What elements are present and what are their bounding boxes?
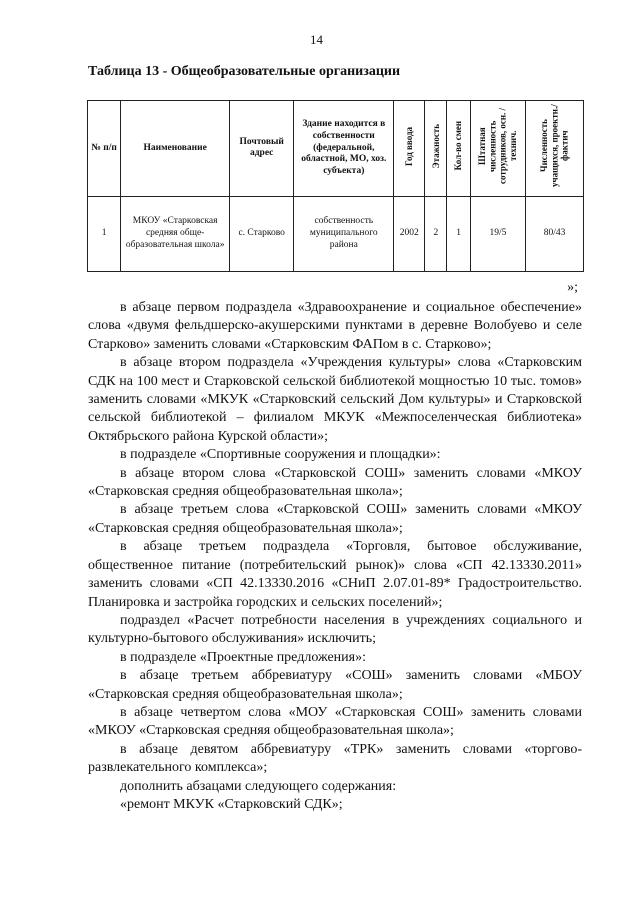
table-header-row <box>88 101 584 197</box>
header-cell-number: № п/п <box>88 101 121 197</box>
header-staff-label: Штатная численность сотрудников, осн. /технич. <box>477 107 519 185</box>
paragraph: в подразделе «Проектные предложения»: <box>120 649 366 665</box>
header-cell-shifts <box>447 101 470 197</box>
cell-year: 2002 <box>394 196 425 271</box>
header-cell-address: Почтовый адрес <box>230 101 294 197</box>
paragraph: в абзаце девятом аббревиатуру «ТРК» заменить словами «торгово-развлекательного комплекса»; <box>88 741 582 776</box>
cell-address: с. Старково <box>230 196 294 271</box>
header-students-label: Численность учащихся, проектн./ фактич <box>539 104 570 188</box>
table-caption: Таблица 13 - Общеобразовательные организации <box>88 64 401 79</box>
paragraph: дополнить абзацами следующего содержания: <box>120 778 397 794</box>
paragraph: в абзаце четвертом слова «МОУ «Старковская СОШ» заменить словами «МКОУ «Старковская средняя общеобразовательная школа»; <box>88 704 582 739</box>
body-text <box>88 299 582 814</box>
header-year-label: Год ввода <box>404 126 415 166</box>
table-row <box>88 196 584 271</box>
paragraph: в абзаце третьем слова «Старковской СОШ» заменить словами «МКОУ «Старковская средняя общеобразовательная школа»; <box>88 502 582 536</box>
paragraph: в подразделе «Спортивные сооружения и площадки»: <box>120 447 441 463</box>
header-floors-label: Этажность <box>430 123 441 169</box>
paragraph: в абзаце втором подраздела «Учреждения культуры» слова «Старковским СДК на 100 мест и Старковской сельской библиотекой мощностью 10 тыс. томов» заменить словами «МКУК «Старковский сельский Дом культуры» и Старковской сельской библиотекой – филиалом МКУК «Межпоселенческая библиотека» Октябрьского района Курской области»; <box>88 355 582 444</box>
header-cell-students <box>526 101 584 197</box>
header-cell-name: Наименование <box>121 101 230 197</box>
cell-number: 1 <box>88 196 121 271</box>
paragraph: в абзаце первом подраздела «Здравоохранение и социальное обеспечение» слова «двумя фельдшерско-акушерскими пунктами в деревне Волобуево и селе Старково» заменить словами «Старковским ФАПом в с. Старково»; <box>88 300 582 352</box>
header-cell-ownership: Здание находится в собственности (федеральной, областной, МО, хоз. субъекта) <box>294 101 394 197</box>
cell-ownership: собственность муниципального района <box>294 196 394 271</box>
paragraph: в абзаце третьем аббревиатуру «СОШ» заменить словами «МБОУ «Старковская средняя общеобразовательная школа»; <box>88 668 582 702</box>
cell-shifts: 1 <box>447 196 470 271</box>
paragraph: подраздел «Расчет потребности населения в учреждениях социального и культурно-бытового обслуживания» исключить; <box>88 612 582 647</box>
cell-floors: 2 <box>425 196 447 271</box>
paragraph: «ремонт МКУК «Старковский СДК»; <box>120 796 343 812</box>
paragraph: в абзаце втором слова «Старковской СОШ» заменить словами «МКОУ «Старковская средняя общеобразовательная школа»; <box>88 465 582 500</box>
header-cell-year <box>394 101 425 197</box>
header-cell-staff <box>470 101 525 197</box>
page-number: 14 <box>310 32 323 47</box>
closing-quote: »; <box>567 280 578 295</box>
cell-name: МКОУ «Старковская средняя обще-образовательная школа» <box>121 196 230 271</box>
header-cell-floors <box>425 101 447 197</box>
organizations-table <box>87 100 584 272</box>
cell-staff: 19/5 <box>470 196 525 271</box>
paragraph: в абзаце третьем подраздела «Торговля, бытовое обслуживание, общественное питание (потребительский рынок)» слова «СП 42.13330.2011» заменить словами «СП 42.13330.2016 «СНиП 2.07.01-89* Градостроительство. Планировка и застройка городских и сельских поселений»; <box>88 539 582 610</box>
header-shifts-label: Кол-во смен <box>453 121 464 171</box>
cell-students: 80/43 <box>526 196 584 271</box>
